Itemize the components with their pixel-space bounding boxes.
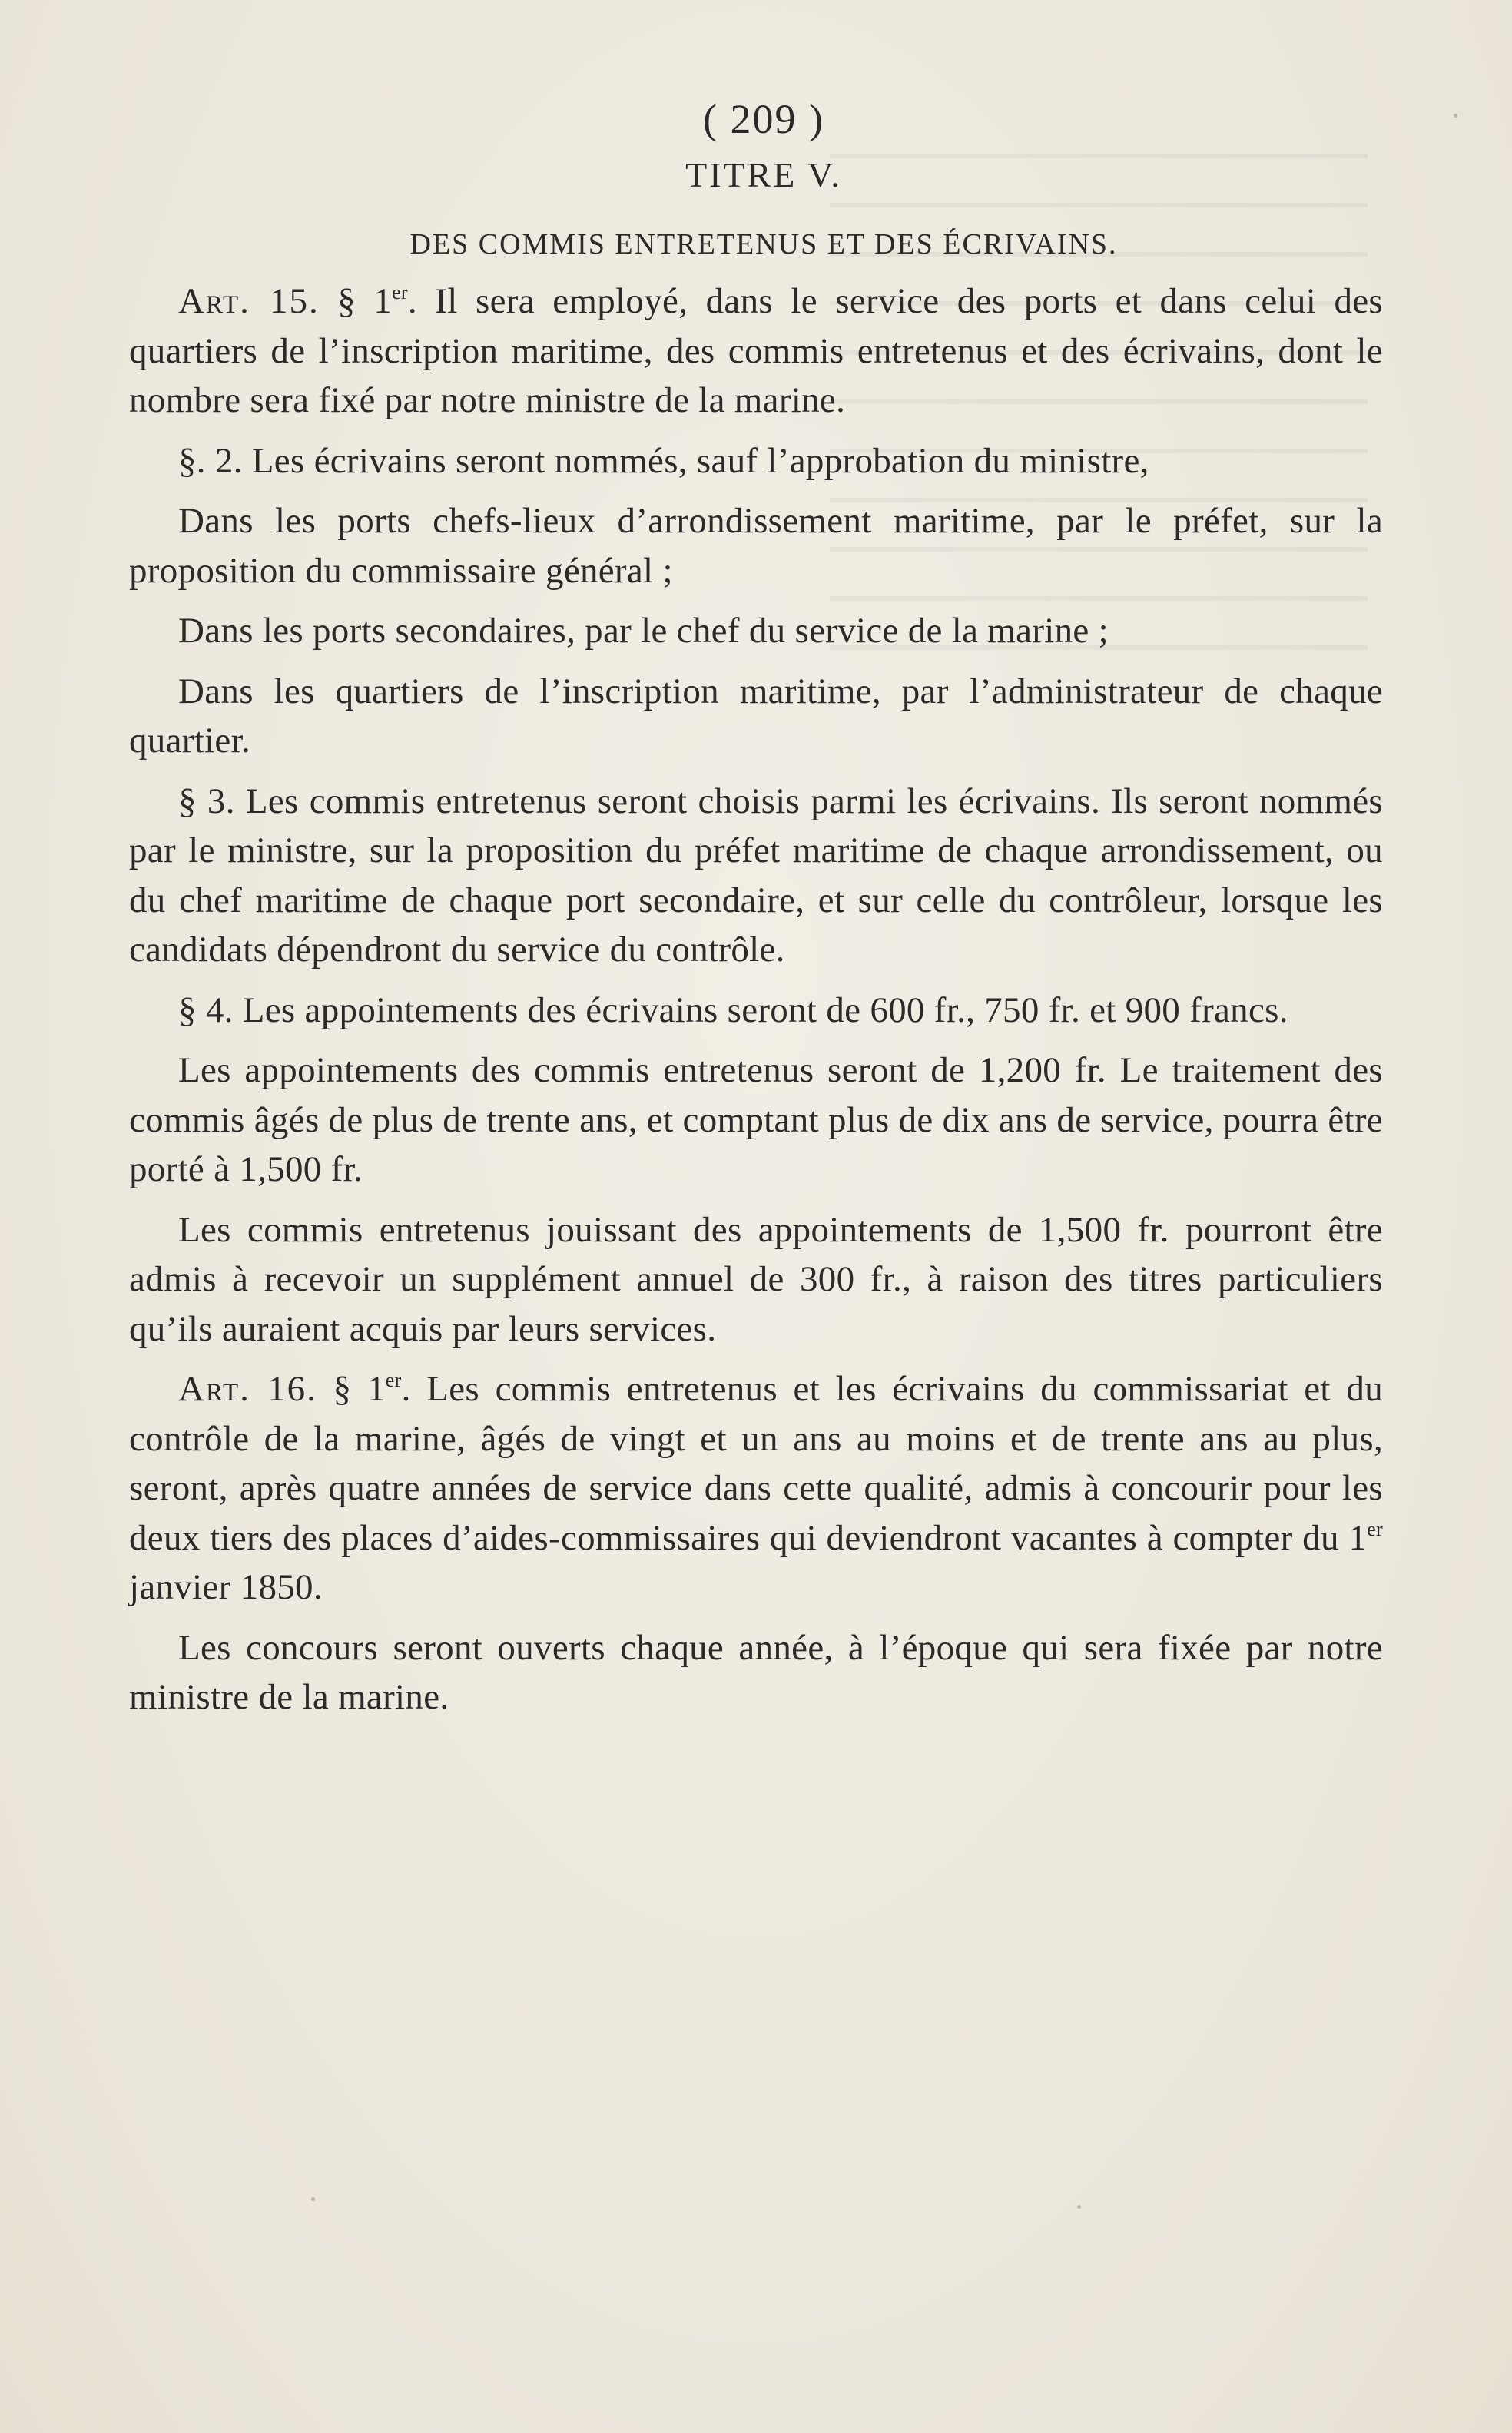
title: TITRE V. [685,155,842,194]
paper-speck [1077,2205,1081,2209]
art15-para-4: Dans les ports secondaires, par le chef du service de la marine ; [178,611,1109,651]
art16-sup-2: er [1367,1517,1383,1540]
art15-para-9: Les commis entretenus jouissant des appointements de 1,500 fr. pourront être admis à recevoir un supplément annuel de 300 fr., à raison des titres particuliers qu’ils auraient acquis par leurs services. [129,1209,1383,1349]
paper-speck [311,2197,315,2201]
art15-section-1: § 1 [337,281,393,321]
art16-para-1 [129,1364,1383,1613]
art15-para-1 [129,277,1383,426]
section-heading: DES COMMIS ENTRETENUS ET DES ÉCRIVAINS. [410,228,1118,260]
page-number: ( 209 ) [703,96,824,142]
art16-section-1: § 1 [333,1369,386,1409]
art16-para-2: Les concours seront ouverts chaque année, à l’époque qui sera fixée par notre ministre de la marine. [129,1627,1383,1717]
art15-para-6: § 3. Les commis entretenus seront choisis parmi les écrivains. Ils seront nommés par le ministre, sur la proposition du préfet maritime de chaque arrondissement, ou du chef maritime de chaque port secondaire, et sur celle du contrôleur, lorsque les candidats dépendront du service du contrôle. [129,781,1383,970]
art16-label: Art. 16. [178,1369,317,1409]
art15-para-5: Dans les quartiers de l’inscription maritime, par l’administrateur de chaque quartier. [129,671,1383,761]
art15-para-2: §. 2. Les écrivains seront nommés, sauf l’approbation du ministre, [178,440,1149,481]
text-column [129,92,1383,1722]
art15-para-8: Les appointements des commis entretenus seront de 1,200 fr. Le traitement des commis âgés de plus de trente ans, et comptant plus de dix ans de service, pourra être porté à 1,500 fr. [129,1050,1383,1189]
art15-para-1-text: . Il sera employé, dans le service des ports et dans celui des quartiers de l’inscription maritime, des commis entretenus et des écrivains, dont le nombre sera fixé par notre ministre de la marine. [129,281,1383,420]
paper-speck [1454,114,1457,118]
art15-label: Art. 15. [178,281,320,321]
art15-para-7: § 4. Les appointements des écrivains seront de 600 fr., 750 fr. et 900 francs. [178,989,1288,1030]
art16-para-1-text-b: janvier 1850. [129,1567,323,1607]
art16-para-1-text-a: . Les commis entretenus et les écrivains du commissariat et du contrôle de la marine, âgés de vingt et un ans au moins et de trente ans au plus, seront, après quatre années de service dans cette qualité, admis à concourir pour les deux tiers des places d’aides-commissaires qui deviendront vacantes à compter du 1 [129,1369,1383,1558]
art16-sup: er [385,1369,402,1391]
art15-para-3: Dans les ports chefs-lieux d’arrondissement maritime, par le préfet, sur la proposition du commissaire général ; [129,501,1383,591]
art15-sup: er [392,281,408,303]
